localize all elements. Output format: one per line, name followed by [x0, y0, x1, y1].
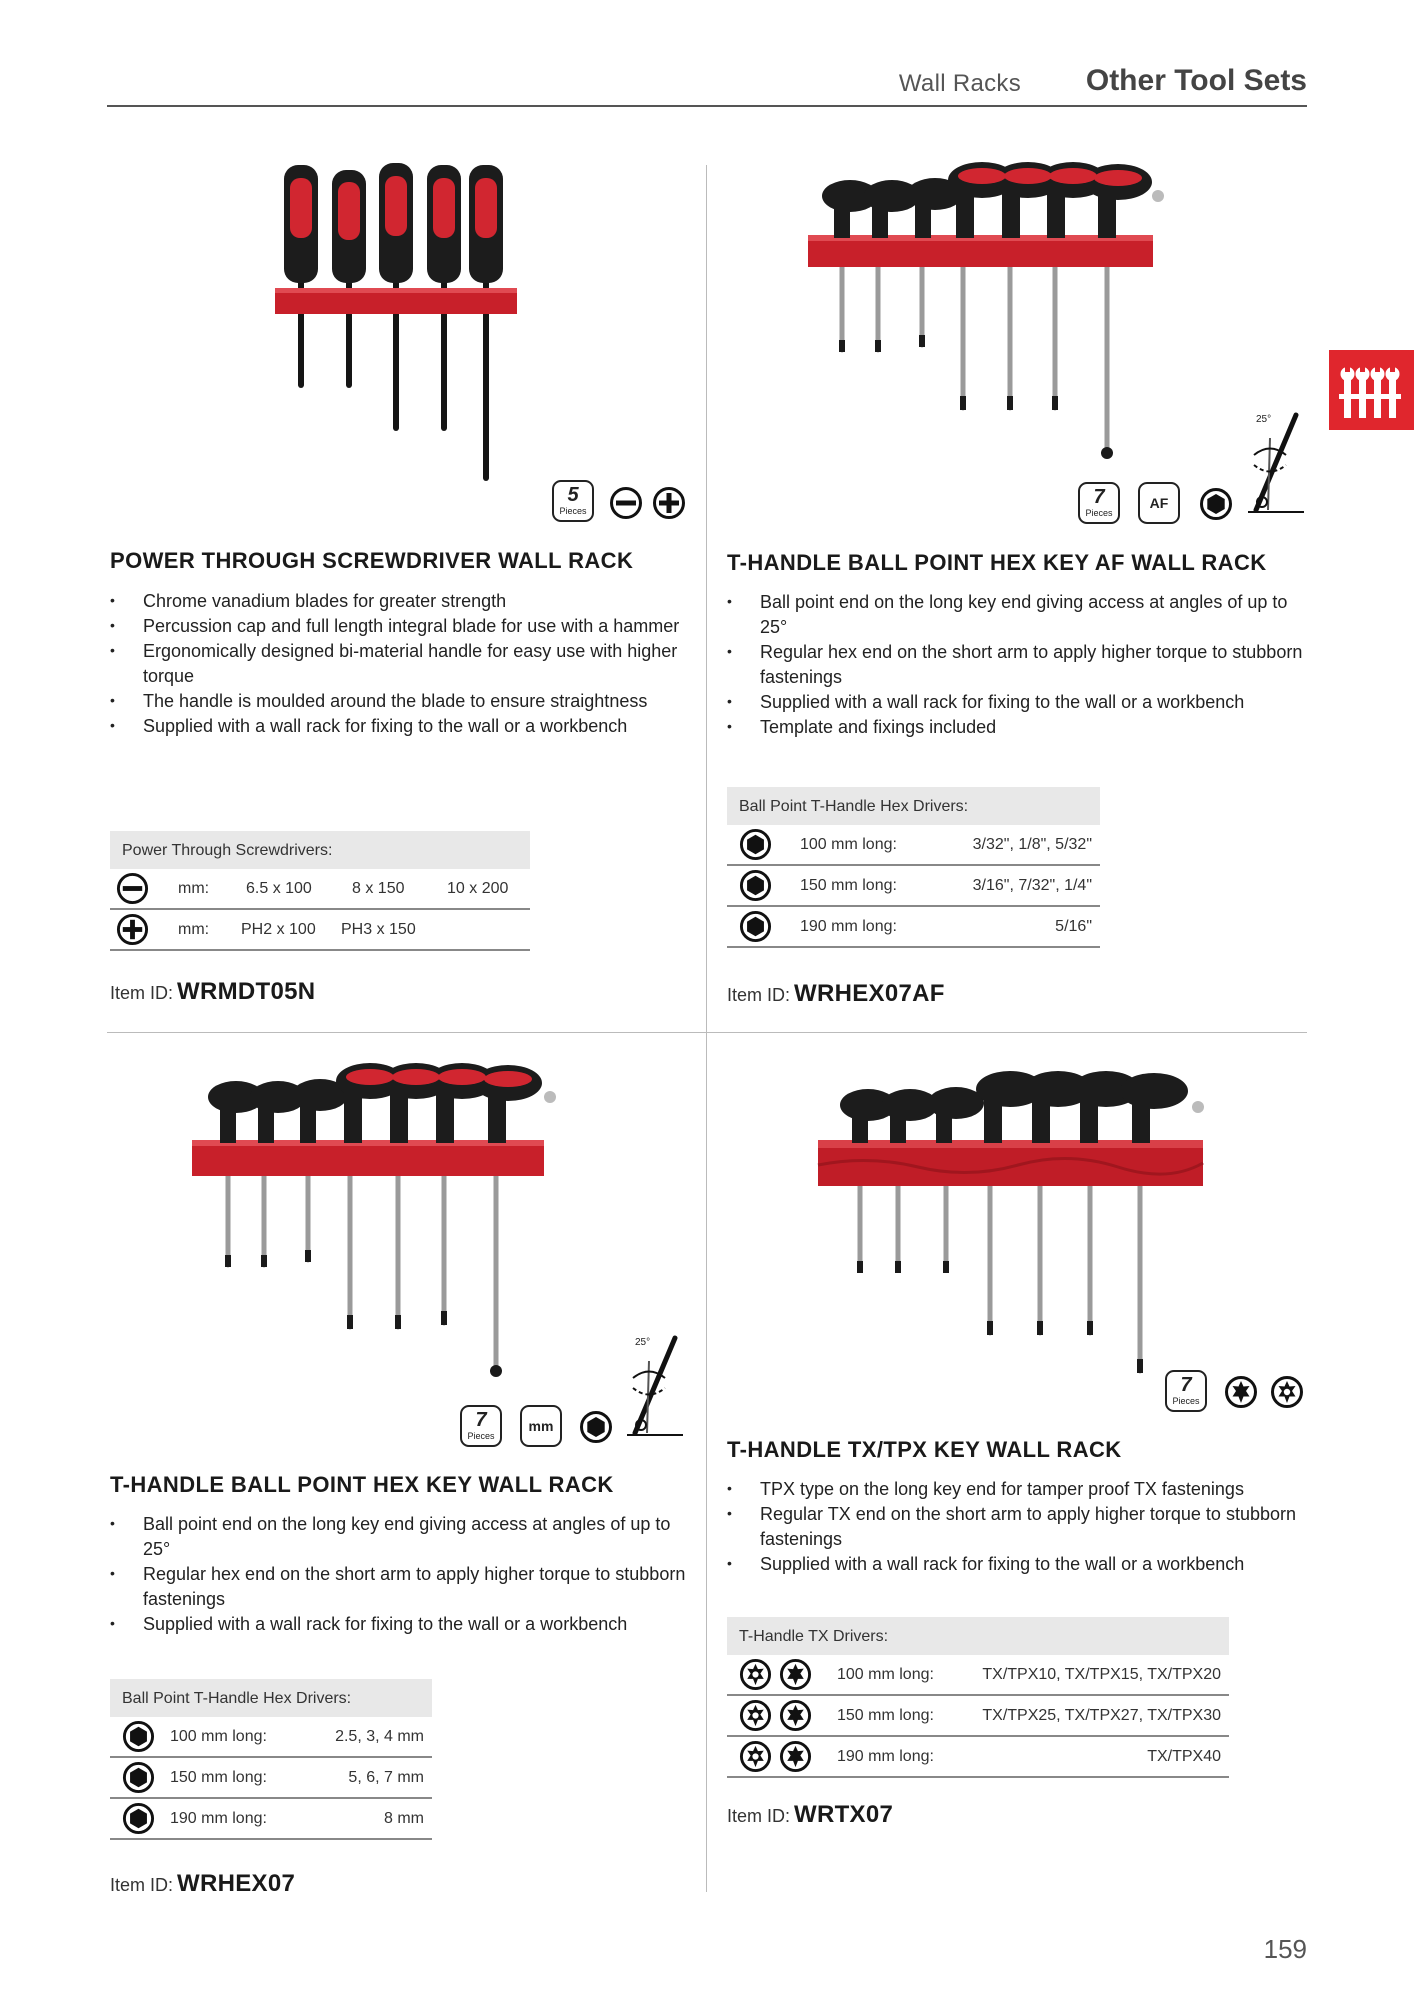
item-id-row	[727, 1801, 893, 1829]
size-value: 10 x 200	[447, 880, 509, 897]
feature-item: • TPX type on the long key end for tamper proof TX fastenings	[727, 1477, 1307, 1502]
pieces-count: 5	[567, 484, 579, 506]
feature-item: • Supplied with a wall rack for fixing to the wall or a workbench	[727, 690, 1307, 715]
ball-angle-diagram	[1246, 410, 1306, 520]
section-subtitle: Wall Racks	[898, 70, 1021, 97]
item-id-row	[110, 978, 315, 1006]
column-divider-top	[706, 165, 707, 1032]
pieces-count: 7	[1180, 1374, 1192, 1396]
table-row	[110, 910, 530, 951]
spec-table	[110, 1679, 432, 1840]
size-value: PH3 x 150	[341, 921, 416, 938]
hex-icon	[739, 869, 772, 902]
feature-item: • Supplied with a wall rack for fixing to the wall or a workbench	[727, 1552, 1307, 1577]
angle-label: 25°	[635, 1337, 651, 1348]
table-row	[110, 1799, 432, 1840]
size-value: 6.5 x 100	[246, 880, 312, 897]
table-row	[110, 1758, 432, 1799]
length-label: 100 mm long:	[837, 1666, 934, 1683]
feature-list	[727, 590, 1307, 740]
feature-list	[110, 1512, 690, 1637]
hex-icon	[739, 910, 772, 943]
size-value: TX/TPX40	[1147, 1748, 1221, 1765]
table-row	[727, 1655, 1229, 1696]
item-id-row	[110, 1870, 295, 1898]
spec-table	[727, 1617, 1229, 1778]
hex-icon	[122, 1720, 155, 1753]
pieces-badge	[1078, 482, 1120, 524]
hex-key-af-rack-image	[800, 160, 1180, 465]
phillips-icon	[116, 913, 149, 946]
table-row	[727, 1696, 1229, 1737]
section-title: Other Tool Sets	[1085, 64, 1307, 97]
hex-icon	[122, 1761, 155, 1794]
item-id: WRTX07	[794, 1801, 894, 1828]
item-id: WRHEX07	[177, 1870, 296, 1897]
spec-table	[727, 787, 1100, 948]
product-title: T-HANDLE TX/TPX KEY WALL RACK	[727, 1437, 1122, 1462]
table-heading: Ball Point T-Handle Hex Drivers:	[727, 787, 1100, 825]
ball-end-angle-icon	[1246, 410, 1306, 520]
size-value: 5/16"	[1055, 918, 1092, 935]
slotted-icon	[609, 486, 643, 520]
header-divider	[107, 105, 1307, 107]
item-id-label: Item ID:	[727, 1806, 791, 1826]
column-divider-bottom	[706, 1032, 707, 1892]
ball-end-angle-icon	[625, 1333, 685, 1443]
size-value: 8 mm	[384, 1810, 424, 1827]
size-value: 8 x 150	[352, 880, 405, 897]
hex-icon	[579, 1410, 613, 1444]
wrench-set-icon	[1329, 350, 1414, 430]
spec-table	[110, 831, 530, 951]
hex-icon	[739, 828, 772, 861]
angle-label: 25°	[1256, 414, 1272, 425]
size-value: TX/TPX25, TX/TPX27, TX/TPX30	[982, 1707, 1221, 1724]
hex-icon	[122, 1802, 155, 1835]
item-id-label: Item ID:	[110, 1875, 174, 1895]
torx-tamper-icon	[1270, 1375, 1304, 1409]
table-heading: Power Through Screwdrivers:	[110, 831, 530, 869]
size-value: 3/16", 7/32", 1/4"	[972, 877, 1092, 894]
torx-icon	[779, 1658, 812, 1691]
product-title: T-HANDLE BALL POINT HEX KEY WALL RACK	[110, 1472, 614, 1497]
feature-item: • The handle is moulded around the blade to ensure straightness	[110, 689, 690, 714]
pieces-count: 7	[1093, 486, 1105, 508]
pieces-badge	[552, 480, 594, 522]
af-badge: AF	[1138, 482, 1180, 524]
feature-item: • Ergonomically designed bi-material handle for easy use with higher torque	[110, 639, 690, 689]
pieces-count: 7	[475, 1409, 487, 1431]
item-id: WRHEX07AF	[794, 980, 945, 1007]
product-title: T-HANDLE BALL POINT HEX KEY AF WALL RACK	[727, 550, 1267, 575]
length-label: 100 mm long:	[800, 836, 897, 853]
feature-item: • Percussion cap and full length integral blade for use with a hammer	[110, 614, 690, 639]
slotted-icon	[116, 872, 149, 905]
feature-item: • Regular hex end on the short arm to apply higher torque to stubborn fastenings	[727, 640, 1307, 690]
pieces-badge	[460, 1405, 502, 1447]
mm-badge: mm	[520, 1405, 562, 1447]
size-value: 5, 6, 7 mm	[348, 1769, 424, 1786]
feature-item: • Chrome vanadium blades for greater strength	[110, 589, 690, 614]
torx-tamper-icon	[739, 1658, 772, 1691]
table-heading: Ball Point T-Handle Hex Drivers:	[110, 1679, 432, 1717]
torx-tamper-icon	[739, 1740, 772, 1773]
feature-item: • Regular TX end on the short arm to apply higher torque to stubborn fastenings	[727, 1502, 1307, 1552]
feature-list	[727, 1477, 1307, 1577]
table-row	[727, 866, 1100, 907]
table-row	[727, 825, 1100, 866]
feature-item: • Ball point end on the long key end giving access at angles of up to 25°	[110, 1512, 690, 1562]
torx-icon	[779, 1699, 812, 1732]
table-row	[110, 1717, 432, 1758]
size-value: 2.5, 3, 4 mm	[335, 1728, 424, 1745]
item-id-label: Item ID:	[727, 985, 791, 1005]
size-value: PH2 x 100	[241, 921, 316, 938]
hex-key-mm-rack-image	[180, 1055, 570, 1385]
feature-item: • Regular hex end on the short arm to apply higher torque to stubborn fastenings	[110, 1562, 690, 1612]
screwdriver-rack-image	[270, 160, 530, 490]
pieces-label: Pieces	[1172, 1396, 1200, 1406]
page-number: 159	[1263, 1934, 1307, 1964]
size-value: 3/32", 1/8", 5/32"	[972, 836, 1092, 853]
feature-item: • Supplied with a wall rack for fixing to the wall or a workbench	[110, 714, 690, 739]
item-id-row	[727, 980, 945, 1008]
table-row	[727, 907, 1100, 948]
feature-list	[110, 589, 690, 739]
length-label: 190 mm long:	[837, 1748, 934, 1765]
table-row	[110, 869, 530, 910]
pieces-badge	[1165, 1370, 1207, 1412]
table-row	[727, 1737, 1229, 1778]
phillips-icon	[652, 486, 686, 520]
size-value: TX/TPX10, TX/TPX15, TX/TPX20	[982, 1666, 1221, 1683]
feature-item: • Template and fixings included	[727, 715, 1307, 740]
tx-key-rack-image	[808, 1065, 1218, 1385]
hex-icon	[1199, 487, 1233, 521]
product-title: POWER THROUGH SCREWDRIVER WALL RACK	[110, 548, 634, 573]
length-label: 100 mm long:	[170, 1728, 267, 1745]
row-divider	[107, 1032, 1307, 1033]
unit-label: mm:	[178, 880, 210, 897]
length-label: 190 mm long:	[800, 918, 897, 935]
torx-tamper-icon	[739, 1699, 772, 1732]
item-id: WRMDT05N	[177, 978, 316, 1005]
feature-item: • Supplied with a wall rack for fixing to the wall or a workbench	[110, 1612, 690, 1637]
torx-icon	[1224, 1375, 1258, 1409]
length-label: 150 mm long:	[170, 1769, 267, 1786]
feature-item: • Ball point end on the long key end giving access at angles of up to 25°	[727, 590, 1307, 640]
length-label: 150 mm long:	[837, 1707, 934, 1724]
pieces-label: Pieces	[1085, 508, 1113, 518]
pieces-label: Pieces	[559, 506, 587, 516]
torx-icon	[779, 1740, 812, 1773]
pieces-label: Pieces	[467, 1431, 495, 1441]
ball-angle-diagram	[625, 1333, 685, 1443]
table-heading: T-Handle TX Drivers:	[727, 1617, 1229, 1655]
length-label: 150 mm long:	[800, 877, 897, 894]
item-id-label: Item ID:	[110, 983, 174, 1003]
unit-label: mm:	[178, 921, 210, 938]
length-label: 190 mm long:	[170, 1810, 267, 1827]
section-tab[interactable]	[1329, 350, 1414, 430]
